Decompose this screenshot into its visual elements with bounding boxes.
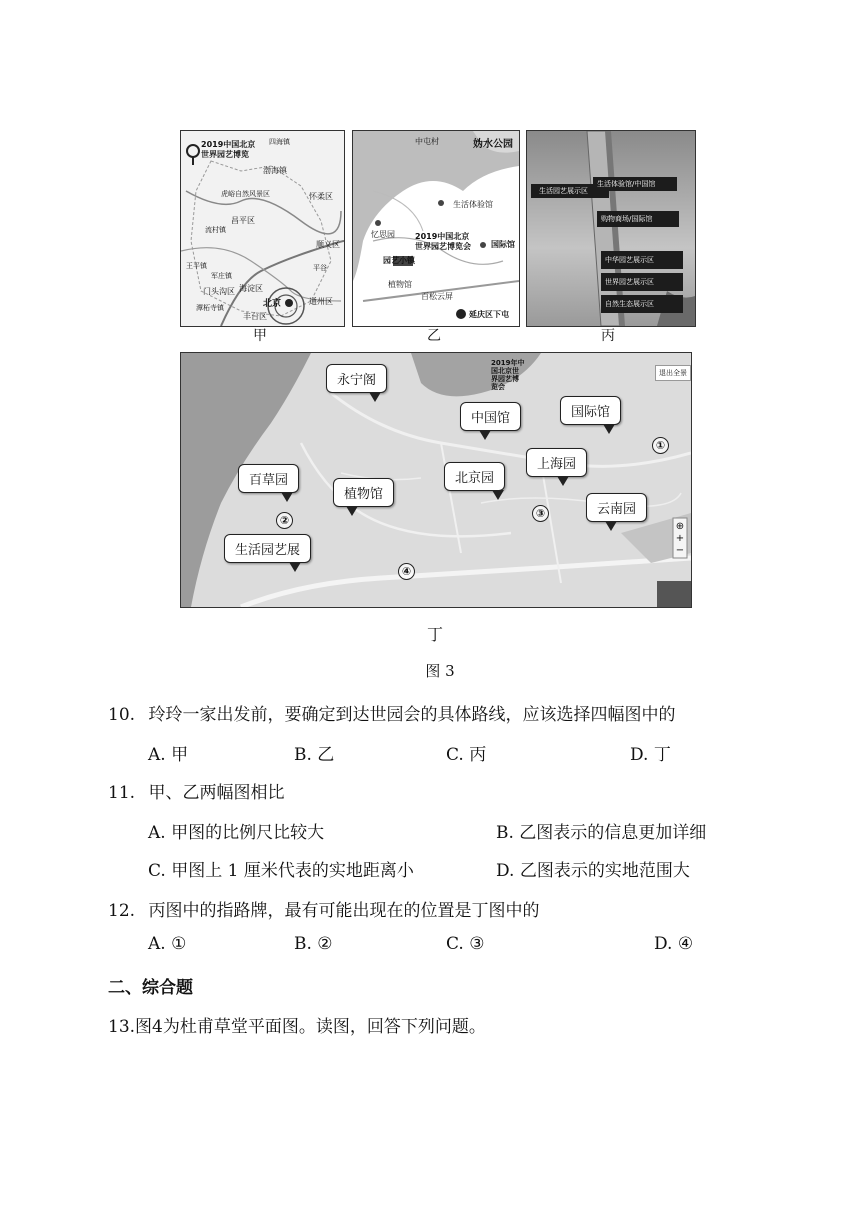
- map-yi-label: 百松云屏: [421, 292, 453, 301]
- map-jia-label: 顺义区: [316, 240, 340, 249]
- map-yi-label: 生活体验馆: [453, 200, 493, 209]
- question-13: 13.图4为杜甫草堂平面图。读图，回答下列问题。: [108, 1017, 486, 1037]
- question-number: 12.: [108, 901, 136, 921]
- map-yi-label: 植物馆: [388, 280, 412, 289]
- map-jia-label: 海淀区: [239, 284, 263, 293]
- question-number: 11.: [108, 783, 136, 803]
- map-jia-label: 通州区: [309, 297, 333, 306]
- map-jia-label: 虎峪自然风景区: [221, 190, 270, 198]
- question-text: 丙图中的指路牌，最有可能出现在的位置是丁图中的: [148, 901, 540, 921]
- callout-beijing-garden: 北京园: [444, 462, 505, 491]
- map-panel-jia: [180, 130, 345, 327]
- map-yi-label: 园艺小镇: [383, 256, 415, 265]
- q11-option-d[interactable]: D. 乙图表示的实地范围大: [496, 861, 690, 881]
- callout-yongning-pavilion: 永宁阁: [326, 364, 387, 393]
- callout-international-pavilion: 国际馆: [560, 396, 621, 425]
- marker-1: ①: [652, 437, 669, 454]
- section-2-title: 二、综合题: [108, 978, 193, 998]
- q10-option-b[interactable]: B. 乙: [294, 745, 335, 765]
- map-jia-title-line1: 2019中国北京: [201, 140, 256, 149]
- map-jia-label: 怀柔区: [309, 192, 333, 201]
- map-yi-label: 延庆区下屯: [469, 310, 509, 319]
- q12-option-d[interactable]: D. ④: [654, 934, 694, 954]
- map-jia-label: 北京: [263, 299, 282, 309]
- callout-life-gardening-exhibit: 生活园艺展: [224, 534, 311, 563]
- sign-board: 自然生态展示区: [601, 295, 683, 313]
- q12-option-b[interactable]: B. ②: [294, 934, 333, 954]
- sign-board: 中华园艺展示区: [601, 251, 683, 269]
- question-text: 甲、乙两幅图相比: [148, 783, 285, 803]
- question-text: 玲玲一家出发前，要确定到达世园会的具体路线，应该选择四幅图中的: [148, 705, 676, 725]
- sign-board: 生活园艺展示区: [531, 184, 609, 198]
- q11-option-a[interactable]: A. 甲图的比例尺比较大: [148, 823, 325, 843]
- zoom-control-icon[interactable]: ⊕ + −: [675, 521, 685, 556]
- q10-option-d[interactable]: D. 丁: [630, 745, 671, 765]
- question-10: [108, 700, 675, 725]
- map-jia-label: 流村镇: [205, 226, 226, 234]
- map-jia-label: 门头沟区: [203, 287, 235, 296]
- callout-yunnan-garden: 云南园: [586, 493, 647, 522]
- q11-option-c[interactable]: C. 甲图上 1 厘米代表的实地距离小: [148, 861, 414, 881]
- marker-4: ④: [398, 563, 415, 580]
- callout-herb-garden: 百草园: [238, 464, 299, 493]
- map-yi-label: 世界园艺博览会: [415, 242, 471, 251]
- panel-label-bing: 丙: [601, 328, 615, 344]
- question-11: [108, 778, 284, 803]
- panel-label-ding: 丁: [426, 625, 443, 644]
- map-jia-label: 潭柘寺镇: [196, 304, 224, 312]
- sign-board: 购物商场/国际馆: [597, 211, 679, 227]
- map-jia-label: 丰台区: [243, 312, 267, 321]
- map-jia-title-line2: 世界园艺博览: [201, 150, 249, 159]
- map-yi-label: 妫水公园: [473, 139, 513, 150]
- map-jia-label: 平谷: [313, 264, 327, 272]
- sign-board: 生活体验馆/中国馆: [593, 177, 677, 191]
- map-yi-label: 2019中国北京: [415, 232, 470, 241]
- map-yi-label: 忆思园: [371, 230, 395, 239]
- panel-label-yi: 乙: [427, 328, 441, 344]
- map-jia-label: 昌平区: [231, 216, 255, 225]
- panel-label-jia: 甲: [253, 328, 267, 344]
- q12-option-c[interactable]: C. ③: [446, 934, 485, 954]
- map-jia-label: 王平镇: [186, 262, 207, 270]
- map-yi-label: 中屯村: [415, 137, 439, 146]
- marker-3: ③: [532, 505, 549, 522]
- map-jia-label: 四海镇: [269, 138, 290, 146]
- sign-board: 世界园艺展示区: [601, 273, 683, 291]
- photo-panel-bing: [526, 130, 696, 327]
- callout-shanghai-garden: 上海园: [526, 448, 587, 477]
- question-number: 10.: [108, 705, 136, 725]
- map-jia-label: 军庄镇: [211, 272, 232, 280]
- q10-option-c[interactable]: C. 丙: [446, 745, 487, 765]
- ding-header-text: 2019年中国北京世界园艺博览会: [491, 359, 525, 391]
- map-jia-label: 渤海镇: [263, 166, 287, 175]
- callout-china-pavilion: 中国馆: [460, 402, 521, 431]
- map-panel-yi: [352, 130, 520, 327]
- marker-2: ②: [276, 512, 293, 529]
- figure-caption: 图 3: [425, 662, 455, 680]
- map-yi-label: 国际馆: [491, 240, 515, 249]
- exit-panorama-button[interactable]: 退出全景: [655, 365, 691, 381]
- q12-option-a[interactable]: A. ①: [148, 934, 187, 954]
- q11-option-b[interactable]: B. 乙图表示的信息更加详细: [496, 823, 707, 843]
- q10-option-a[interactable]: A. 甲: [148, 745, 189, 765]
- callout-plant-pavilion: 植物馆: [333, 478, 394, 507]
- question-12: [108, 896, 539, 921]
